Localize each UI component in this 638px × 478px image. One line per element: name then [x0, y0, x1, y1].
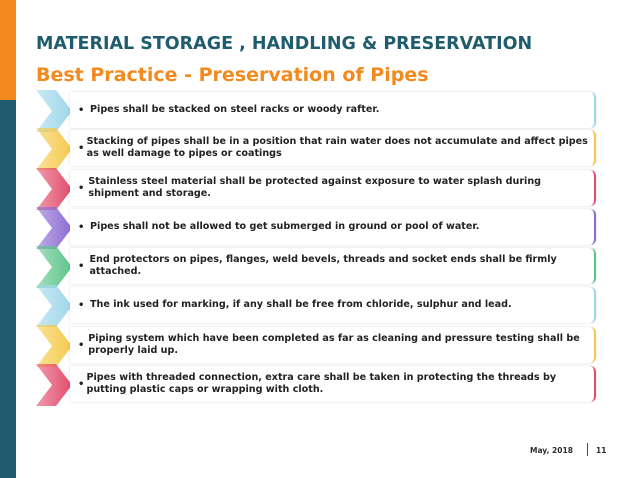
list-item-text: End protectors on pipes, flanges, weld bevels, threads and socket ends shall be firmly attached.	[89, 254, 557, 277]
list-item-box	[70, 366, 596, 402]
list-item	[36, 207, 598, 249]
chevron-arrow-icon	[36, 325, 72, 367]
footer-date: May, 2018	[530, 446, 573, 455]
list-item	[36, 246, 598, 288]
bullet-icon: •	[78, 221, 85, 233]
chevron-arrow-icon	[36, 207, 72, 249]
chevron-arrow-icon	[36, 285, 72, 327]
slide-subtitle: Best Practice - Preservation of Pipes	[36, 64, 429, 86]
page-number: 11	[596, 446, 607, 455]
list-item-box	[70, 92, 596, 128]
list-item-text: The ink used for marking, if any shall be free from chloride, sulphur and lead.	[90, 299, 512, 310]
bullet-icon: •	[78, 299, 85, 311]
list-item-text: Pipes shall not be allowed to get submerged in ground or pool of water.	[90, 221, 480, 232]
list-item	[36, 325, 598, 367]
slide-title: MATERIAL STORAGE , HANDLING & PRESERVATION	[36, 34, 533, 54]
chevron-arrow-icon	[36, 128, 72, 170]
bullet-icon: •	[78, 182, 85, 194]
list-item-text: Pipes shall be stacked on steel racks or woody rafter.	[90, 104, 380, 115]
bullet-icon: •	[78, 378, 85, 390]
list-item-box	[70, 327, 596, 363]
chevron-arrow-icon	[36, 364, 72, 406]
list-item	[36, 128, 598, 170]
bullet-icon: •	[78, 260, 85, 272]
list-item-box	[70, 287, 596, 323]
list-item	[36, 364, 598, 406]
chevron-arrow-icon	[36, 90, 72, 132]
chevron-arrow-icon	[36, 246, 72, 288]
footer-divider	[587, 443, 588, 456]
list-item-text: Pipes with threaded connection, extra care shall be taken in protecting the threads by putting plastic caps or wrapping with cloth.	[86, 372, 557, 395]
list-item-text: Stacking of pipes shall be in a position that rain water does not accumulate and affect pipes as well damage to pipes or coatings	[86, 136, 588, 159]
bullet-icon: •	[78, 142, 85, 154]
list-item-box	[70, 248, 596, 284]
list-item-box	[70, 209, 596, 245]
list-item	[36, 285, 598, 327]
chevron-arrow-icon	[36, 168, 72, 210]
list-item-text: Piping system which have been completed as far as cleaning and pressure testing shall be properly laid up.	[88, 333, 580, 356]
bullet-icon: •	[78, 104, 85, 116]
list-item-text: Stainless steel material shall be protected against exposure to water splash during shipment and storage.	[88, 176, 542, 199]
left-side-accent	[0, 0, 16, 100]
list-item-box	[70, 170, 596, 206]
list-item	[36, 90, 598, 132]
list-item	[36, 168, 598, 210]
list-item-box	[70, 130, 596, 166]
bullet-icon: •	[78, 339, 85, 351]
